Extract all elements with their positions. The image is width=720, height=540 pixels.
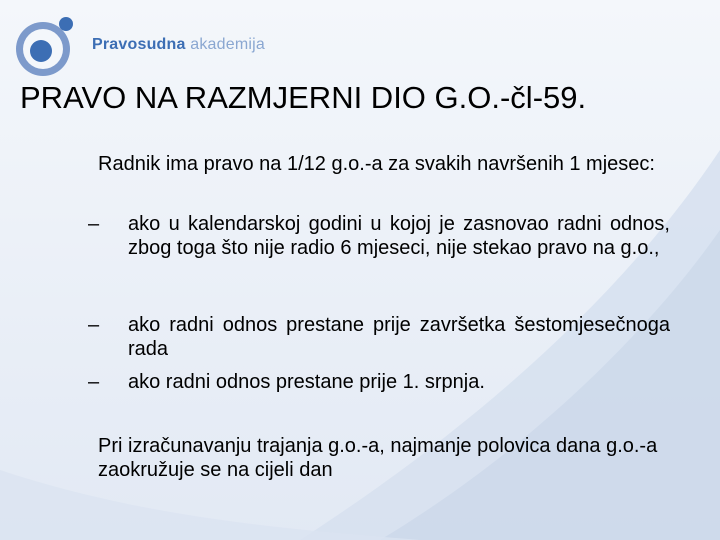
logo-name-primary: Pravosudna xyxy=(92,36,186,53)
pravosudna-akademija-logo-icon xyxy=(12,14,78,80)
logo-wordmark xyxy=(92,36,265,54)
list-item-text: ako u kalendarskoj godini u kojoj je zasnovao radni odnos, zbog toga što nije radio 6 mjeseci, nije stekao pravo na g.o., xyxy=(128,213,670,259)
dash-bullet: – xyxy=(88,314,100,336)
note-paragraph: Pri izračunavanju trajanja g.o.-a, najmanje polovica dana g.o.-a zaokružuje se na cijeli dan xyxy=(98,435,658,481)
slide-title: PRAVO NA RAZMJERNI DIO G.O.-čl-59. xyxy=(20,80,587,115)
logo-name-secondary: akademija xyxy=(190,36,265,53)
list-item-text: ako radni odnos prestane prije 1. srpnja. xyxy=(128,371,485,393)
intro-paragraph: Radnik ima pravo na 1/12 g.o.-a za svakih navršenih 1 mjesec: xyxy=(98,153,655,175)
dash-bullet: – xyxy=(88,371,100,393)
dash-bullet: – xyxy=(88,213,100,235)
list-item-text: ako radni odnos prestane prije završetka šestomjesečnoga rada xyxy=(128,314,670,360)
